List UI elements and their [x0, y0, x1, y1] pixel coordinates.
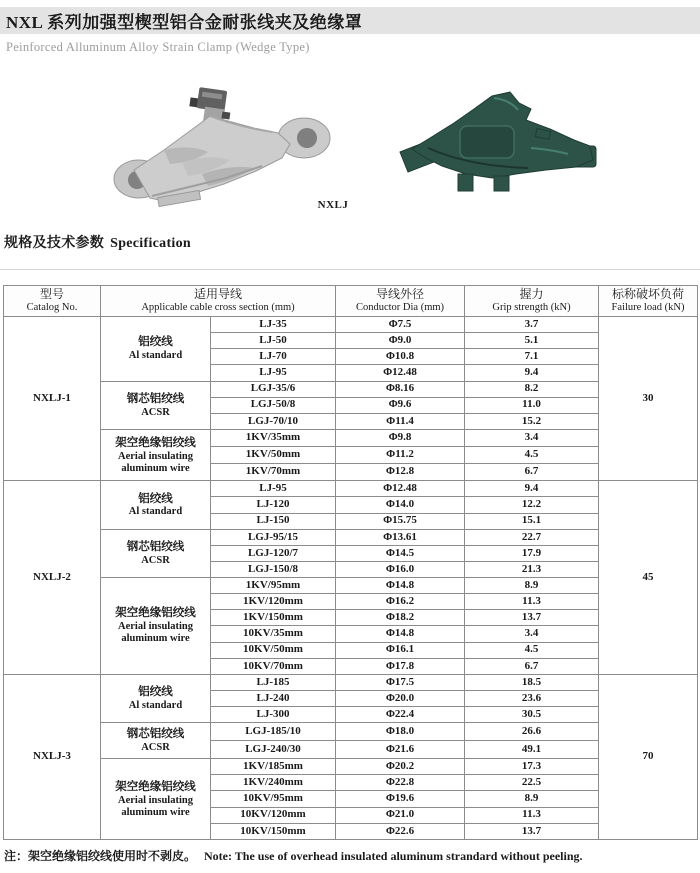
conductor-dia-cell: Φ11.4: [336, 413, 465, 429]
grip-strength-cell: 23.6: [465, 690, 599, 706]
conductor-dia-cell: Φ21.6: [336, 741, 465, 759]
grip-strength-cell: 13.7: [465, 610, 599, 626]
cable-type-en: Aerial insulating aluminum wire: [118, 794, 193, 818]
table-row: [4, 529, 698, 545]
cable-type-cell: [101, 481, 211, 529]
conductor-dia-cell: Φ8.16: [336, 381, 465, 397]
cable-type-cell: [101, 578, 211, 675]
cable-type-zh: 铝绞线: [138, 336, 173, 349]
cable-type-en: Aerial insulating aluminum wire: [118, 450, 193, 474]
cable-type-cell: [101, 317, 211, 382]
cable-type-cell: [101, 759, 211, 840]
insulation-cover-photo: [398, 88, 598, 210]
grip-strength-cell: 18.5: [465, 674, 599, 690]
grip-strength-cell: 6.7: [465, 464, 599, 481]
col-header-catalog-no-zh: 型号: [39, 287, 64, 302]
cable-spec-cell: 1KV/240mm: [211, 775, 336, 791]
conductor-dia-cell: Φ22.4: [336, 707, 465, 723]
catalog-no-cell: NXLJ-3: [4, 674, 101, 839]
col-header-failure-load: [599, 286, 698, 317]
spec-table: [3, 285, 698, 840]
conductor-dia-cell: Φ16.0: [336, 561, 465, 577]
cable-spec-cell: 1KV/35mm: [211, 429, 336, 446]
col-header-catalog-no: [4, 286, 101, 317]
footnote: [4, 847, 583, 864]
conductor-dia-cell: Φ12.48: [336, 365, 465, 381]
conductor-dia-cell: Φ14.5: [336, 545, 465, 561]
page-title-bar: [0, 7, 700, 34]
grip-strength-cell: 13.7: [465, 823, 599, 839]
grip-strength-cell: 17.9: [465, 545, 599, 561]
cable-type-cell: [101, 381, 211, 429]
failure-load-cell: 45: [599, 481, 698, 675]
grip-strength-cell: 9.4: [465, 481, 599, 497]
cable-spec-cell: LJ-300: [211, 707, 336, 723]
grip-strength-cell: 9.4: [465, 365, 599, 381]
cable-spec-cell: LJ-95: [211, 481, 336, 497]
conductor-dia-cell: Φ13.61: [336, 529, 465, 545]
grip-strength-cell: 22.5: [465, 775, 599, 791]
header-row: [4, 286, 698, 317]
grip-strength-cell: 15.1: [465, 513, 599, 529]
product-model-caption: NXLJ: [317, 199, 349, 211]
col-header-conductor-dia-zh: 导线外径: [375, 287, 424, 302]
cable-type-cell: [101, 429, 211, 480]
conductor-dia-cell: Φ20.0: [336, 690, 465, 706]
conductor-dia-cell: Φ10.8: [336, 349, 465, 365]
grip-strength-cell: 8.9: [465, 791, 599, 807]
cable-spec-cell: LJ-50: [211, 333, 336, 349]
cable-spec-cell: 1KV/150mm: [211, 610, 336, 626]
grip-strength-cell: 22.7: [465, 529, 599, 545]
cable-spec-cell: 1KV/70mm: [211, 464, 336, 481]
table-row: [4, 481, 698, 497]
cable-spec-cell: 10KV/35mm: [211, 626, 336, 642]
table-row: [4, 759, 698, 775]
col-header-failure-load-en: Failure load (kN): [611, 302, 685, 314]
table-row: [4, 578, 698, 594]
conductor-dia-cell: Φ12.48: [336, 481, 465, 497]
conductor-dia-cell: Φ14.0: [336, 497, 465, 513]
spec-table-body: [4, 317, 698, 840]
conductor-dia-cell: Φ20.2: [336, 759, 465, 775]
col-header-conductor-dia: [336, 286, 465, 317]
conductor-dia-cell: Φ14.8: [336, 578, 465, 594]
grip-strength-cell: 30.5: [465, 707, 599, 723]
grip-strength-cell: 4.5: [465, 447, 599, 464]
cable-spec-cell: LGJ-35/6: [211, 381, 336, 397]
cable-type-zh: 钢芯铝绞线: [126, 392, 185, 405]
page-subtitle: Peinforced Alluminum Alloy Strain Clamp (Wedge Type): [6, 40, 310, 54]
grip-strength-cell: 6.7: [465, 658, 599, 674]
col-header-cable-section: [101, 286, 336, 317]
cable-spec-cell: LJ-95: [211, 365, 336, 381]
cable-type-zh: 架空绝缘铝绞线: [115, 436, 196, 449]
grip-strength-cell: 11.3: [465, 594, 599, 610]
cable-spec-cell: 1KV/95mm: [211, 578, 336, 594]
section-heading: [4, 232, 191, 252]
cable-spec-cell: LJ-35: [211, 317, 336, 333]
conductor-dia-cell: Φ14.8: [336, 626, 465, 642]
conductor-dia-cell: Φ22.8: [336, 775, 465, 791]
grip-strength-cell: 11.0: [465, 397, 599, 413]
cable-type-en: ACSR: [141, 742, 170, 754]
cable-spec-cell: LGJ-95/15: [211, 529, 336, 545]
grip-strength-cell: 7.1: [465, 349, 599, 365]
cable-spec-cell: LGJ-70/10: [211, 413, 336, 429]
col-header-grip-strength-en: Grip strength (kN): [492, 302, 571, 314]
cable-spec-cell: LGJ-150/8: [211, 561, 336, 577]
conductor-dia-cell: Φ18.2: [336, 610, 465, 626]
footnote-en: Note: The use of overhead insulated aluminum strandard without peeling.: [204, 849, 583, 863]
table-row: [4, 381, 698, 397]
cable-spec-cell: LJ-120: [211, 497, 336, 513]
conductor-dia-cell: Φ12.8: [336, 464, 465, 481]
cable-spec-cell: LGJ-240/30: [211, 741, 336, 759]
conductor-dia-cell: Φ16.1: [336, 642, 465, 658]
grip-strength-cell: 3.7: [465, 317, 599, 333]
col-header-grip-strength: [465, 286, 599, 317]
grip-strength-cell: 21.3: [465, 561, 599, 577]
cable-type-en: ACSR: [141, 554, 170, 566]
grip-strength-cell: 8.9: [465, 578, 599, 594]
grip-strength-cell: 3.4: [465, 626, 599, 642]
col-header-failure-load-zh: 标称破坏负荷: [611, 287, 684, 302]
page-title: NXL 系列加强型楔型铝合金耐张线夹及绝缘罩: [6, 13, 363, 32]
conductor-dia-cell: Φ17.8: [336, 658, 465, 674]
cable-spec-cell: LGJ-120/7: [211, 545, 336, 561]
cable-type-cell: [101, 674, 211, 722]
conductor-dia-cell: Φ22.6: [336, 823, 465, 839]
cable-spec-cell: 10KV/50mm: [211, 642, 336, 658]
cable-type-zh: 铝绞线: [138, 686, 173, 699]
cable-spec-cell: 10KV/70mm: [211, 658, 336, 674]
cable-spec-cell: 1KV/185mm: [211, 759, 336, 775]
cable-spec-cell: 1KV/120mm: [211, 594, 336, 610]
cable-spec-cell: 10KV/95mm: [211, 791, 336, 807]
cable-type-en: Aerial insulating aluminum wire: [118, 621, 193, 645]
cable-type-zh: 钢芯铝绞线: [126, 540, 185, 553]
section-heading-zh: 规格及技术参数: [4, 236, 105, 251]
cable-type-zh: 架空绝缘铝绞线: [115, 780, 196, 793]
conductor-dia-cell: Φ11.2: [336, 447, 465, 464]
cable-type-cell: [101, 529, 211, 577]
table-row: [4, 317, 698, 333]
cable-spec-cell: LJ-70: [211, 349, 336, 365]
col-header-conductor-dia-en: Conductor Dia (mm): [355, 302, 445, 314]
grip-strength-cell: 49.1: [465, 741, 599, 759]
col-header-cable-section-zh: 适用导线: [193, 287, 242, 302]
cable-spec-cell: 10KV/150mm: [211, 823, 336, 839]
col-header-catalog-no-en: Catalog No.: [26, 302, 78, 314]
cable-spec-cell: LGJ-50/8: [211, 397, 336, 413]
footnote-zh: 注：架空绝缘铝绞线使用时不剥皮。: [4, 849, 197, 863]
table-row: [4, 723, 698, 741]
conductor-dia-cell: Φ9.8: [336, 429, 465, 446]
conductor-dia-cell: Φ7.5: [336, 317, 465, 333]
failure-load-cell: 70: [599, 674, 698, 839]
conductor-dia-cell: Φ19.6: [336, 791, 465, 807]
conductor-dia-cell: Φ18.0: [336, 723, 465, 741]
cable-type-en: Al standard: [128, 699, 183, 711]
grip-strength-cell: 8.2: [465, 381, 599, 397]
grip-strength-cell: 5.1: [465, 333, 599, 349]
grip-strength-cell: 11.3: [465, 807, 599, 823]
failure-load-cell: 30: [599, 317, 698, 481]
table-row: [4, 429, 698, 446]
cable-type-en: Al standard: [128, 506, 183, 518]
cable-type-en: ACSR: [141, 406, 170, 418]
cable-spec-cell: LJ-150: [211, 513, 336, 529]
catalog-no-cell: NXLJ-1: [4, 317, 101, 481]
grip-strength-cell: 26.6: [465, 723, 599, 741]
cable-type-zh: 铝绞线: [138, 492, 173, 505]
cable-type-cell: [101, 723, 211, 759]
grip-strength-cell: 12.2: [465, 497, 599, 513]
cable-spec-cell: LGJ-185/10: [211, 723, 336, 741]
conductor-dia-cell: Φ15.75: [336, 513, 465, 529]
conductor-dia-cell: Φ16.2: [336, 594, 465, 610]
grip-strength-cell: 15.2: [465, 413, 599, 429]
strain-clamp-photo: [106, 86, 340, 208]
cable-spec-cell: 10KV/120mm: [211, 807, 336, 823]
cable-type-zh: 钢芯铝绞线: [126, 728, 185, 741]
grip-strength-cell: 3.4: [465, 429, 599, 446]
cable-spec-cell: 1KV/50mm: [211, 447, 336, 464]
divider-line: [0, 269, 700, 270]
table-row: [4, 674, 698, 690]
col-header-cable-section-en: Applicable cable cross section (mm): [141, 302, 295, 314]
conductor-dia-cell: Φ9.6: [336, 397, 465, 413]
col-header-grip-strength-zh: 握力: [519, 287, 544, 302]
conductor-dia-cell: Φ9.0: [336, 333, 465, 349]
cable-spec-cell: LJ-185: [211, 674, 336, 690]
cable-type-zh: 架空绝缘铝绞线: [115, 607, 196, 620]
grip-strength-cell: 4.5: [465, 642, 599, 658]
grip-strength-cell: 17.3: [465, 759, 599, 775]
section-heading-en: Specification: [110, 236, 192, 251]
conductor-dia-cell: Φ21.0: [336, 807, 465, 823]
cable-spec-cell: LJ-240: [211, 690, 336, 706]
cable-type-en: Al standard: [128, 350, 183, 362]
conductor-dia-cell: Φ17.5: [336, 674, 465, 690]
catalog-no-cell: NXLJ-2: [4, 481, 101, 675]
